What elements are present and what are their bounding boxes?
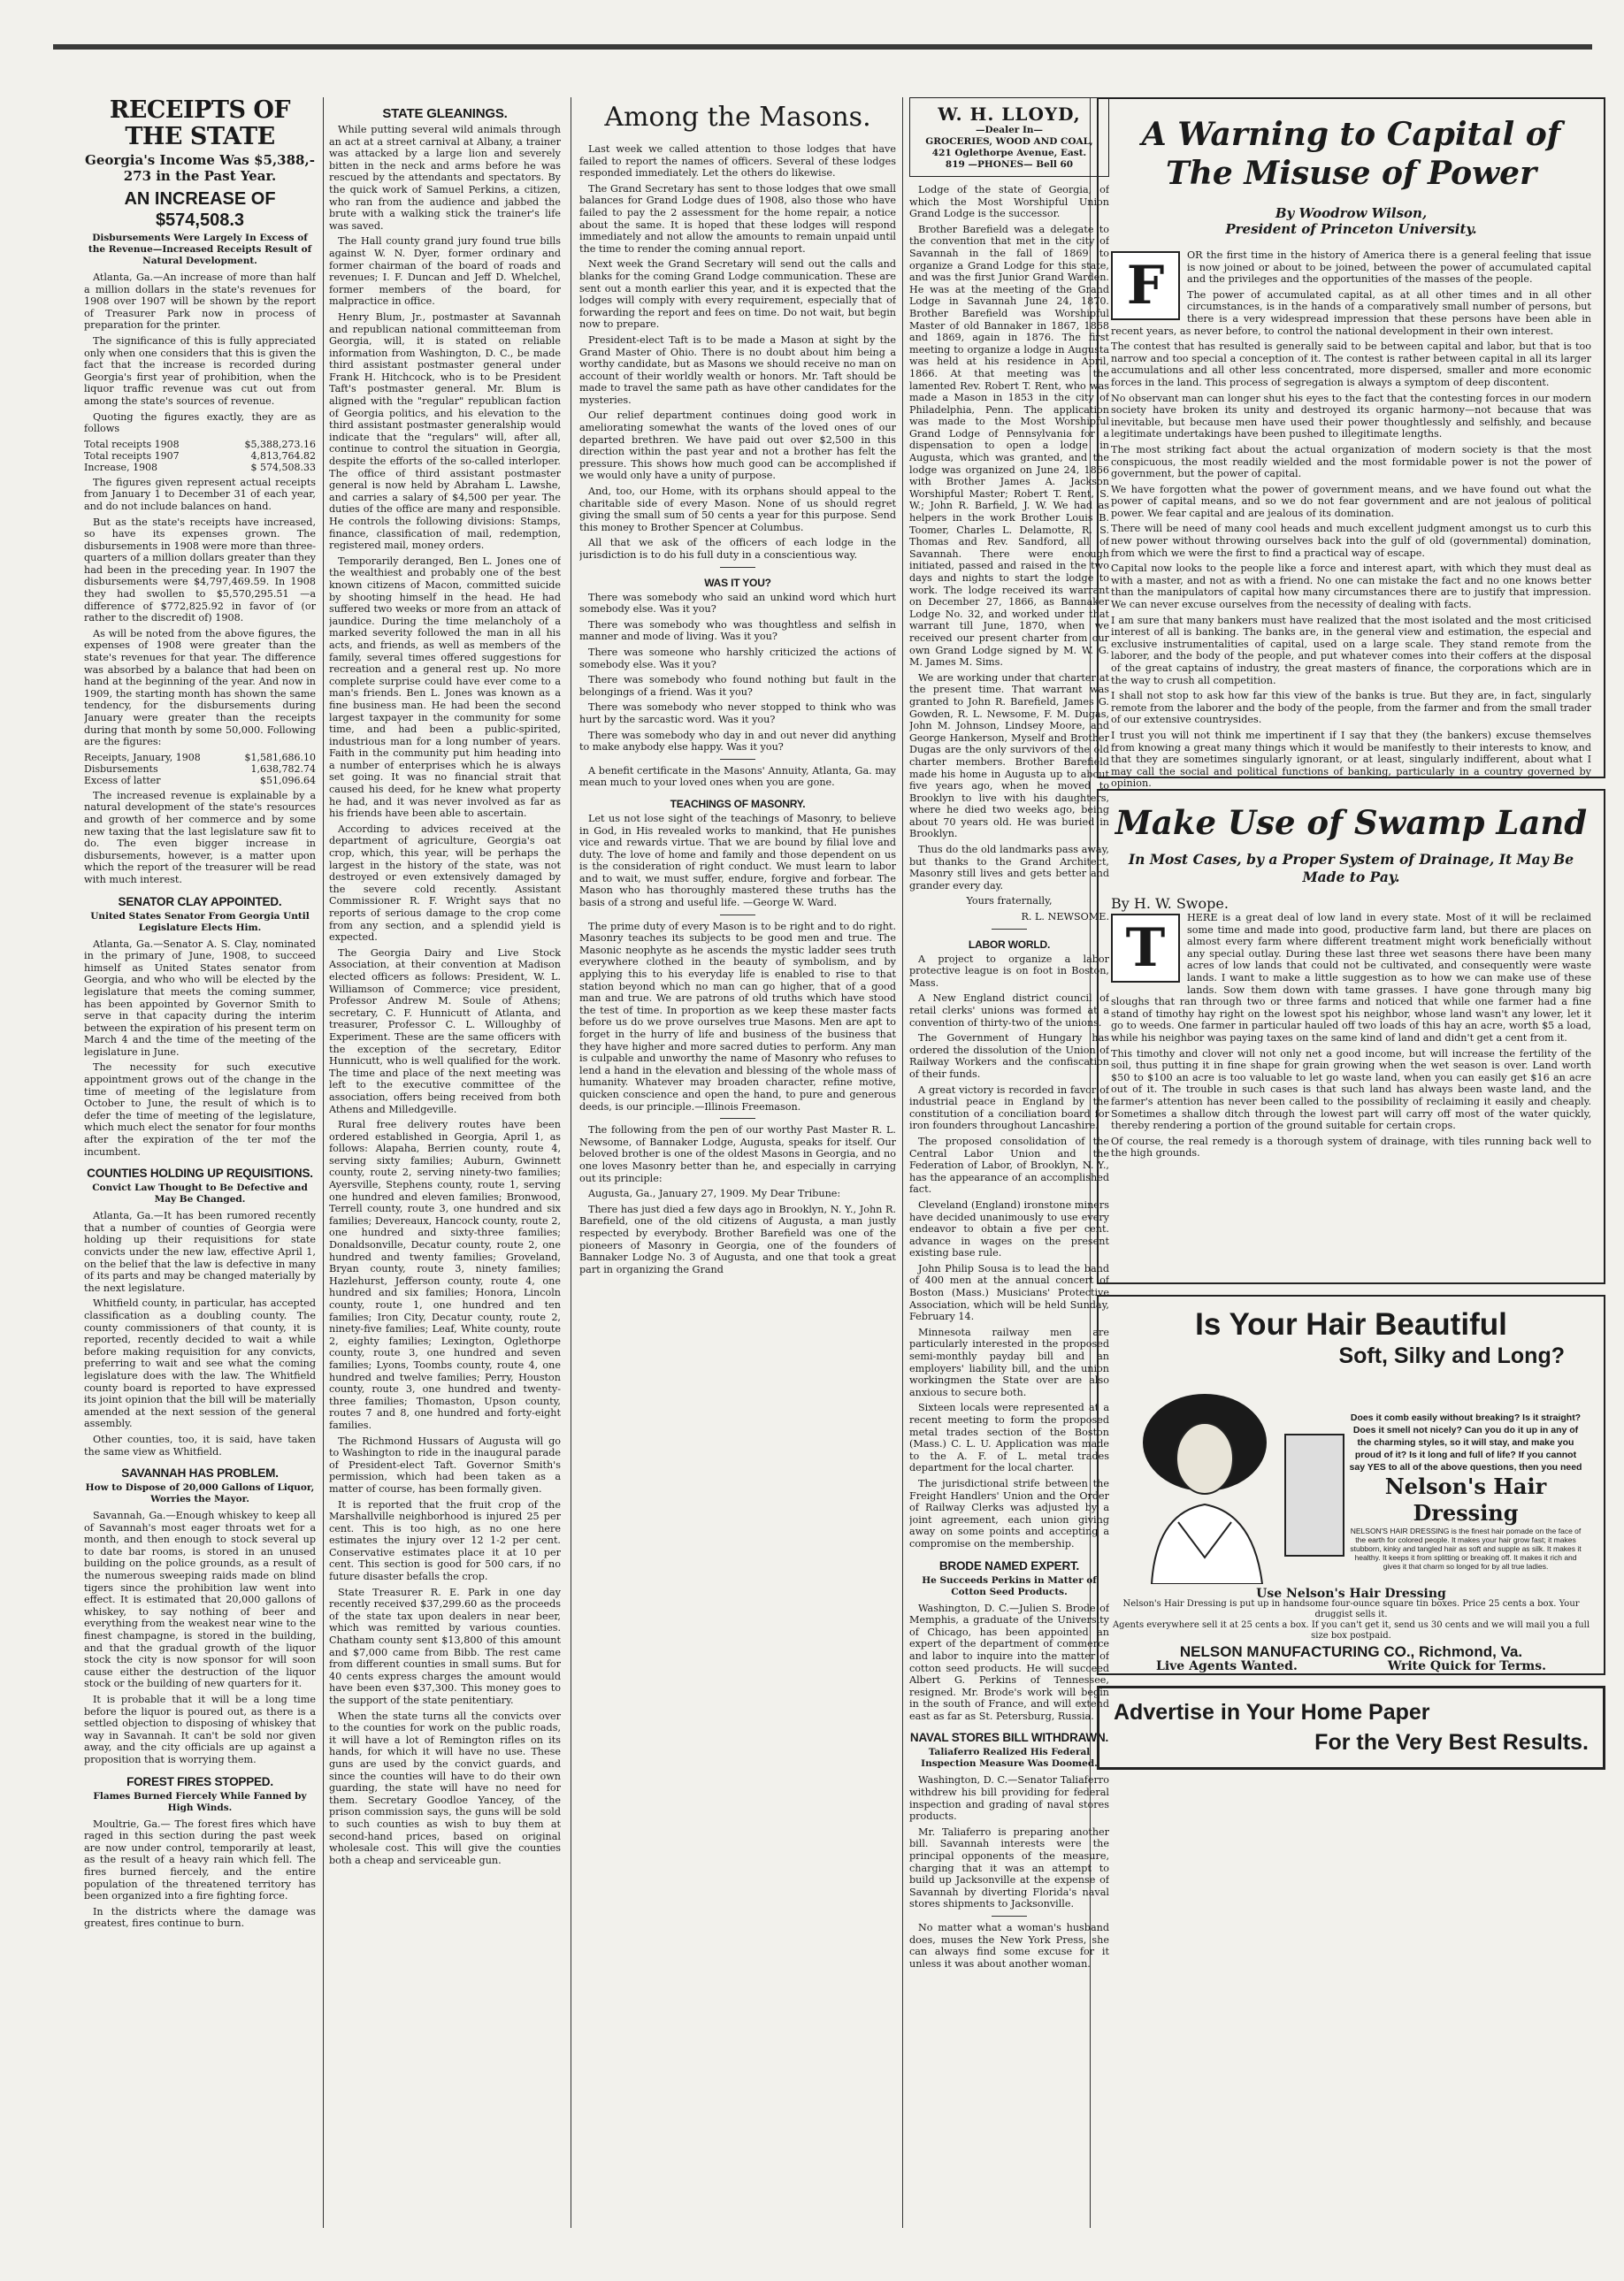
paragraph: The jurisdictional strife between the Freight Handlers' Union and the Order of Railway Clerks was adjusted by a joint agreement, each union giving away on some points and accepting a compromise on the membership. bbox=[909, 1477, 1109, 1550]
paragraph: Last week we called attention to those lodges that have failed to report the names of officers. Several of these lodges responded immediately. Let the others do likewise. bbox=[579, 143, 896, 180]
paragraph: Thus do the old landmarks pass away, but thanks to the Grand Architect, Masonry still lives and gets better and grander every day. bbox=[909, 844, 1109, 892]
headline-state-gleanings: STATE GLEANINGS. bbox=[382, 106, 508, 121]
paragraph: The Richmond Hussars of Augusta will go to Washington to ride in the inaugural parade of President-elect Taft. Governor Smith's permission, which had been taken as a matter of course, has been formally given. bbox=[329, 1435, 561, 1495]
warning-article-box bbox=[1097, 97, 1605, 790]
paragraph: The contest that has resulted is generally said to be between capital and labor, but that is too narrow and too special a conception of it. The contest is rather between capital in all its larger accumulations and all other less concentrated, more dispersed, smaller and more economic forces in the land. This process of segregation is always a symptom of deep discontent. bbox=[1111, 341, 1591, 388]
paragraph: There was somebody who day in and out never did anything to make anybody else happy. Was it you? bbox=[579, 729, 896, 754]
paragraph: Lodge of the state of Georgia, of which the Most Worshipful Union Grand Lodge is the successor. bbox=[909, 184, 1109, 220]
paragraph: The Government of Hungary has ordered the dissolution of the Union of Railway Workers and the confiscation of their funds. bbox=[909, 1032, 1109, 1080]
paragraph: The significance of this is fully appreciated only when one considers that this is given the fact that the increase is recorded during Georgia's first year of prohibition, when the liquor traffic revenue was cut out from among the state's sources of revenue. bbox=[84, 334, 316, 407]
hair-company: NELSON MANUFACTURING CO., Richmond, Va. bbox=[1179, 1643, 1523, 1660]
paragraph: Sixteen locals were represented at a recent meeting to form the proposed metal trades section of the Boston (Mass.) C. L. U. Application was made to the A. F. of L. metal trades department for the local charter. bbox=[909, 1402, 1109, 1474]
column-rule bbox=[902, 97, 903, 2228]
hair-brand: Nelson's Hair Dressing bbox=[1384, 1473, 1547, 1526]
drop-cap: F bbox=[1111, 251, 1180, 320]
column-2 bbox=[329, 97, 561, 2228]
paragraph: Temporarily deranged, Ben L. Jones one of the wealthiest and probably one of the best known citizens of Macon, committed suicide by shooting himself in the head. He had suffered two weeks or more from an attack of jaundice. During the time melancholy of a marked severity followed the man in all his acts, and friends, as well as members of the family, several times offered suggestions for recreation and a general rest up. No more complete surprise could have ever come to a man's friends. Ben L. Jones was known as a fine business man. He had been the second largest taxpayer in the community for some time, and had been a public-spirited, industrious man for a long number of years. Faith in the community put him heading into a number of enterprises which he is always set going. It was no financial strait that caused his deed, for he knew what property he had, and it was never involved as far as his friends have been able to ascertain. bbox=[329, 555, 561, 820]
headline-receipts: RECEIPTS OF THE STATE bbox=[109, 97, 291, 150]
swamp-deck: In Most Cases, by a Proper System of Drainage, It May Be Made to Pay. bbox=[1128, 851, 1574, 885]
paragraph: The most striking fact about the actual organization of modern society is that the most conspicuous, the most readily wielded and the most formidable power is not the power of government, but the power of capital. bbox=[1111, 443, 1591, 480]
figure-label: Total receipts 1908 bbox=[84, 438, 180, 450]
paragraph: We are working under that charter at the present time. That warrant was granted to John R. Barefield, James G. Gowden, R. L. Newsome, F. M. Dugas, John M. Johnson, Lindsey Moore, and George Hankerson, Myself and Brother Dugas are the only survivors of the old charter members. Brother Barefield made his home in Augusta up to about five years ago, when he moved to Brooklyn to live with his daughters, where he died two weeks ago, being about 70 years old. He was buried in Brooklyn. bbox=[909, 671, 1109, 840]
figure-value: $1,581,686.10 bbox=[244, 751, 316, 763]
deck-counties: Convict Law Thought to Be Defective and May Be Changed. bbox=[92, 1183, 308, 1206]
paragraph: John Philip Sousa is to lead the band of 400 men at the annual concert of Boston (Mass.) Musicians' Protective Association, which will be held Sunday, February 14. bbox=[909, 1262, 1109, 1323]
hair-write-quick: Write Quick for Terms. bbox=[1387, 1659, 1546, 1673]
hair-headline: Is Your Hair Beautiful bbox=[1195, 1307, 1507, 1342]
deck-income: Georgia's Income Was $5,388,- 273 in the Past Year. bbox=[85, 152, 315, 184]
figure-label: Excess of latter bbox=[84, 774, 161, 786]
paragraph: A project to organize a labor protective league is on foot in Boston, Mass. bbox=[909, 953, 1109, 989]
paragraph: The proposed consolidation of the Central Labor Union and the Federation of Labor, of Brooklyn, N. Y., has the appearance of an accomplished fact. bbox=[909, 1135, 1109, 1196]
column-4 bbox=[909, 97, 1109, 2228]
paragraph: According to advices received at the department of agriculture, Georgia's oat crop, which, this year, will be perhaps the largest in the history of the state, was not destroyed or even extensively damaged by the severe cold recently. Assistant Commissioner R. F. Wright says that no reports of serious damage to the crop come from any section, and a splendid yield is expected. bbox=[329, 823, 561, 944]
column-rule bbox=[323, 97, 324, 2228]
paragraph: And, too, our Home, with its orphans should appeal to the charitable side of every Mason. None of us should regret giving the small sum of 50 cents a year for this purpose. Send this money to Brother Spencer at Columbus. bbox=[579, 486, 896, 533]
hair-use-line: Use Nelson's Hair Dressing bbox=[1256, 1587, 1446, 1601]
column-1 bbox=[84, 97, 316, 2228]
headline-savannah: SAVANNAH HAS PROBLEM. bbox=[121, 1466, 279, 1481]
paragraph: There was somebody who was thoughtless and selfish in manner and mode of living. Was it you? bbox=[579, 618, 896, 643]
product-tin-icon bbox=[1284, 1434, 1344, 1557]
paragraph: As will be noted from the above figures, the expenses of 1908 were greater than the state's revenues for that year. The difference was absorbed by a balance that had been on hand at the beginning of the year. And now in 1909, the starting month has shown the same tendency, for the disbursements during January were greater than the receipts during that month by some 50,000. Following are the figures: bbox=[84, 627, 316, 748]
hair-questions: Does it comb easily without breaking? Is it straight? Does it smell not nicely? Can you do it up in any of the charming styles, so it will stay, and make you proud of it? Is it long and full of life? If you cannot say YES to all of the above questions, then you need bbox=[1349, 1412, 1582, 1473]
paragraph: President-elect Taft is to be made a Mason at sight by the Grand Master of Ohio. There is no doubt about him being a worthy candidate, but as Masons we should receive no man on account of their worldly wealth or honors. Mr. Taft should be made to travel the same path as have other candidates for the mysteries. bbox=[579, 333, 896, 406]
deck-senator: United States Senator From Georgia Until Legislature Elects Him. bbox=[90, 910, 310, 933]
paragraph: A great victory is recorded in favor of industrial peace in England by the constitution of a conciliation board for iron founders throughout Lancashire. bbox=[909, 1083, 1109, 1132]
paragraph: We have forgotten what the power of government means, and we have found out what the power of capital means, and so we do not fear government and are not jealous of political power. We fear capital and are jealous of its domination. bbox=[1111, 483, 1591, 519]
column-5 bbox=[1097, 97, 1605, 2228]
paragraph: In the districts where the damage was greatest, fires continue to burn. bbox=[84, 1905, 316, 1930]
paragraph: No matter what a woman's husband does, muses the New York Press, she can always find some excuse for it unless it was about another woman. bbox=[909, 1922, 1109, 1970]
swamp-title: Make Use of Swamp Land bbox=[1115, 803, 1588, 842]
figure-value: $5,388,273.16 bbox=[244, 438, 316, 450]
paragraph: A New England district council of retail clerks' unions was formed at a convention of thirty-two of the unions. bbox=[909, 992, 1109, 1029]
ad-line: 819 —PHONES— Bell 60 bbox=[945, 159, 1074, 170]
divider bbox=[992, 1916, 1027, 1917]
paragraph: The following from the pen of our worthy Past Master R. L. Newsome, of Bannaker Lodge, Augusta, speaks for itself. Our beloved brother is one of the oldest Masons in Georgia, and no one loves Masonry better than he, and especially in carrying out its principle: bbox=[579, 1124, 896, 1184]
paragraph: The Hall county grand jury found true bills against W. N. Dyer, former ordinary and former chairman of the board of roads and revenues; I. F. Duncan and Jeff D. Whelchel, former members of the board, for malpractice in office. bbox=[329, 235, 561, 308]
figure-value: 4,813,764.82 bbox=[250, 449, 316, 462]
hair-subheadline: Soft, Silky and Long? bbox=[1338, 1343, 1565, 1368]
paragraph: Atlanta, Ga.—It has been rumored recently that a number of counties of Georgia were holding up their requisitions for state convicts under the new law, effective April 1, on the belief that the law is defective in many of its parts and may be changed materially by the next legislature. bbox=[84, 1210, 316, 1294]
paragraph: All that we ask of the officers of each lodge in the jurisdiction is to do his full duty in a conscientious way. bbox=[579, 537, 896, 561]
paragraph: This timothy and clover will not only net a good income, but will increase the fertility of the soil, thus putting it in fine shape for grain growing when the wet season is over. Land worth $50 to $100 an acre is too valuable to let go waste land, when you can easily get $16 an acre out of it. The trouble in such cases is that such land has always been waste land, and the farmer's attention has never been called to the possibility of reclaiming it easily and cheaply. Sometimes a shallow ditch through the lowest part will carry off most of the water quickly, thereby rendering a portion of the ground suitable for certain crops. bbox=[1111, 1047, 1591, 1132]
paragraph: The power of accumulated capital, as at all other times and in all other circumstances, is in the hands of a comparatively small number of persons, but there is a very widespread impression that these persons have been able in recent years, as never before, to control the national development in their own interest. bbox=[1111, 288, 1591, 337]
paragraph: I shall not stop to ask how far this view of the banks is true. But they are, in fact, singularly remote from the laborer and the body of the people, from the farmer and from the small trader of our extensive countrysides. bbox=[1111, 690, 1591, 726]
hair-packaging: Nelson's Hair Dressing is put up in handsome four-ounce square tin boxes. Price 25 cents a box. Your druggist sells it. bbox=[1122, 1599, 1580, 1619]
paragraph: There was someone who harshly criticized the actions of somebody else. Was it you? bbox=[579, 646, 896, 670]
deck-disbursements: Disbursements Were Largely In Excess of the Revenue—Increased Receipts Result of Natural Development. bbox=[88, 233, 312, 266]
paragraph: Washington, D. C.—Senator Taliaferro withdrew his bill providing for federal inspection and grading of naval stores products. bbox=[909, 1774, 1109, 1823]
paragraph: Of course, the real remedy is a thorough system of drainage, with tiles running back well to the high grounds. bbox=[1111, 1135, 1591, 1160]
byline: By Woodrow Wilson, bbox=[1275, 205, 1428, 221]
figure-value: 1,638,782.74 bbox=[250, 762, 316, 775]
figure-label: Increase, 1908 bbox=[84, 461, 158, 473]
receipts-table bbox=[84, 439, 316, 473]
paragraph: The Grand Secretary has sent to those lodges that owe small balances for Grand Lodge dues of 1908, also those who have failed to pay the 2 assessment for the home repair, a notice about the same. It is hoped that these lodges will respond immediately and not allow the amounts to remain unpaid until the time to render the coming annual report. bbox=[579, 182, 896, 255]
headline-brode: BRODE NAMED EXPERT. bbox=[938, 1558, 1080, 1573]
january-table bbox=[84, 752, 316, 786]
hair-agents: Agents everywhere sell it at 25 cents a box. If you can't get it, send us 30 cents and we will mail you a full size box postpaid. bbox=[1112, 1620, 1590, 1641]
paragraph: It is probable that it will be a long time before the liquor is poured out, as there is a settled objection to disposing of whiskey that way in Savannah. It can't be sold nor given away, and the city officials are up against a proposition that is worrying them. bbox=[84, 1694, 316, 1765]
paragraph: Moultrie, Ga.— The forest fires which have raged in this section during the past week are now under control, temporarily at least, as the result of a heavy rain which fell. The fires burned fiercely, and the entire population of the threatened territory has been organized into a fire fighting force. bbox=[84, 1818, 316, 1902]
headline-senator: SENATOR CLAY APPOINTED. bbox=[118, 894, 282, 908]
paragraph: Atlanta, Ga.—Senator A. S. Clay, nominated in the primary of June, 1908, to succeed himself as United States senator from Georgia, and who who will be elected by the legislature that meets the coming summer, has been appointed by Governor Smith to serve in that capacity during the interim between the expiration of his present term on March 4 and the time of the meeting of the legislature in June. bbox=[84, 938, 316, 1058]
paragraph: Augusta, Ga., January 27, 1909. My Dear Tribune: bbox=[588, 1188, 841, 1200]
home-paper-line-1: Advertise in Your Home Paper bbox=[1114, 1700, 1430, 1725]
headline-teachings: TEACHINGS OF MASONRY. bbox=[670, 797, 806, 810]
figure-label: Total receipts 1907 bbox=[84, 449, 180, 462]
deck-brode: He Succeeds Perkins in Matter of Cotton Seed Products. bbox=[922, 1574, 1097, 1597]
column-3 bbox=[579, 97, 896, 2228]
ad-line: —Dealer In— bbox=[976, 125, 1043, 135]
paragraph: The prime duty of every Mason is to be right and to do right. Masonry teaches its subjects to be good men and true. The Masonic neophyte as he ascends the mystic ladder sees truth everywhere clothed in the beauty of symbolism, and by applying this to his everyday life is enabled to rise to that station beyond which no man can go higher, that of a good man and true. We are patrons of old truths which have stood the test of time. In proportion as we keep these master facts before us do we prove ourselves true Masons. Men are apt to forget in the hurry of life and business of the business that they have higher and more sacred duties to perform. Any man is culpable and unworthy the name of Masonry who refuses to lend a hand in the elevation and blessing of the whole mass of humanity. Whatever may broaden character, refine motive, quicken conscience and open the hand, to pure and generous deeds, is our principle.—Illinois Freemason. bbox=[579, 920, 896, 1113]
paragraph: Minnesota railway men are particularly interested in the proposed semi-monthly payday bill and an employers' liability bill, and the union workingmen the State over are also anxious to secure both. bbox=[909, 1326, 1109, 1398]
paragraph: While putting several wild animals through an act at a street carnival at Albany, a trainer was attacked by a large lion and severely bitten in the neck and arms before he was rescued by the attendants and spectators. By the quick work of Samuel Perkins, a citizen, who ran from the audience and jabbed the brute with a walking stick the trainer's life was saved. bbox=[329, 124, 561, 232]
figure-value: $ 574,508.33 bbox=[250, 461, 316, 473]
figure-label: Receipts, January, 1908 bbox=[84, 751, 201, 763]
paragraph: Washington, D. C.—Julien S. Brode of Memphis, a graduate of the University of Chicago, has been appointed an expert of the department of commerce and labor to inquire into the matter of cotton seed products. He will succeed Albert G. Perkins of Tennessee, resigned. Mr. Brode's work will begin in the south of France, and will extend east as far as St. Petersburg, Russia. bbox=[909, 1602, 1109, 1722]
deck-forest: Flames Burned Fiercely While Fanned by High Winds. bbox=[93, 1790, 307, 1813]
drop-cap: T bbox=[1111, 914, 1180, 983]
paragraph: HERE is a great deal of low land in every state. Most of it will be reclaimed some time and made into good, productive farm land, but there are places on almost every farm where different treatment might work beneficially without any special outlay. During these last three wet seasons there have been many acres of low lands that could not be cultivated, and consequently were waste lands. I want to make a little suggestion as to how we can make use of these lands. Sow them down with tame grasses. I have gone through many big sloughs that ran through two or three farms and noticed that while one farmer had a fine stand of timothy hay right on the lowest spot his neighbor, whose land wasn't any lower, let it go to weeds. One farmer in particular hauled off two loads of this hay an acre, worth $5 a load, while his neighbor was paying taxes on the same kind of land and didn't get a cent from it. bbox=[1111, 912, 1591, 1044]
top-rule bbox=[53, 44, 1592, 50]
headline-was-it-you: WAS IT YOU? bbox=[704, 576, 771, 589]
paragraph: I am sure that many bankers must have realized that the most isolated and the most criticised interest of all is banking. The banks are, in the general view and estimation, the especial and exclusive instrumentalities of capital, used on a large scale. They stand remote from the laborer, and the body of the people, and put whatever comes into their coffers at the disposal of the great captains of industry, the great masters of finance, the corporations which are in the way to crush all competition. bbox=[1111, 614, 1591, 686]
home-paper-ad bbox=[1097, 1686, 1605, 1770]
paragraph: Quoting the figures exactly, they are as follows bbox=[84, 410, 316, 435]
paragraph: Whitfield county, in particular, has accepted classification as a doubling county. The county commissioners of that county, it is reported, recently decided to wait a while before making requisition for any convicts, preferring to wait and see what the coming legislature does with the law. The Whitfield county board is reported to have expressed its joint opinion that the bill will be materially amended at the next session of the general assembly. bbox=[84, 1297, 316, 1430]
signature: R. L. NEWSOME. bbox=[1021, 911, 1109, 923]
swamp-article-box bbox=[1097, 789, 1605, 1284]
paragraph: No observant man can longer shut his eyes to the fact that the contesting forces in our modern society have broken its unity and destroyed its organic harmony—not because that was inevitable, but because men have used their power thoughtlessly and selfishly, and because legitimate undertakings have been pushed to illegitimate lengths. bbox=[1111, 392, 1591, 440]
headline-naval-stores: NAVAL STORES BILL WITHDRAWN. bbox=[909, 1731, 1109, 1745]
paragraph: There was somebody who said an unkind word which hurt somebody else. Was it you? bbox=[579, 591, 896, 616]
paragraph: OR the first time in the history of America there is a general feeling that issue is now joined or about to be joined, between the power of accumulated capital and the privileges and the opportunities of the masses of the people. bbox=[1187, 249, 1591, 286]
hair-copy bbox=[1346, 1412, 1585, 1571]
paragraph: Brother Barefield was a delegate to the convention that met in the city of Savannah in the fall of 1869 to organize a Grand Lodge for this state, and was the first Junior Grand Warden. He was at the meeting of the Grand Lodge in Savannah June 24, 1870. Brother Barefield was Worshipful Master of old Bannaker in 1867, 1868 and 1869, again in 1876. The first meeting to organize a lodge in Augusta was held at his residence in April, 1866. At that meeting was the lamented Rev. Robert T. Rent, who was made a Mason in 1853 in the city of Philadelphia, Penn. The application was made to the Most Worshipful Grand Lodge of Pennsylvania for a dispensation to open a lodge in Augusta, which was granted, and the lodge was organized on June 24, 1866 with Brother James A. Jackson Worshipful Master; Robert T. Rent, S. W.; John R. Barfield, J. W. We had as helpers in the work Brother Louis B. Toomer, Charles L. Delamotte, R. S. Thomas and Rev. Sandford, all of Savannah. There were enough initiated, passed and raised in the two days and nights to start the lodge to work. The lodge received its warrant on December 27, 1866, as Bannaker Lodge No. 32, and worked under that warrant till June, 1870, when we received our present charter from our own Grand Lodge signed by M. W. G. M. James M. Sims. bbox=[909, 223, 1109, 669]
hair-description: NELSON'S HAIR DRESSING is the finest hair pomade on the face of the earth for colored people. It makes your hair grow fast; it makes stubborn, kinky and tangled hair as soft and supple as silk. It makes it healthy. It keeps it from splitting or breaking off. It makes it rich and gives it that charm so longed for by all true ladies. bbox=[1350, 1527, 1582, 1571]
headline-forest: FOREST FIRES STOPPED. bbox=[126, 1774, 273, 1788]
paragraph: Let us not lose sight of the teachings of Masonry, to believe in God, in His revealed works to mankind, that He punishes vice and rewards virtue. That we are bound by filial love and duty. The love of home and family and those dependent on us is the consideration of right conduct. We must learn to labor and to wait, we must suffer, endure, forgive and forbear. The Mason who has thoroughly mastered these truths has the basis of a strong and useful life. —George W. Ward. bbox=[579, 812, 896, 909]
headline-counties: COUNTIES HOLDING UP REQUISITIONS. bbox=[87, 1167, 313, 1181]
paragraph: The necessity for such executive appointment grows out of the change in the time of meeting of the legislature from October to June, the result of which is to defer the time of meeting of the legislature, which much elect the senator for four months after the expiration of the ter mof the incumbent. bbox=[84, 1061, 316, 1158]
paragraph: Next week the Grand Secretary will send out the calls and blanks for the coming Grand Lodge communication. These are sent out a month earlier this year, and it is expected that the lodges will comply with every requirement, especially that of forwarding the report and fees on time. Do not wait, but begin now to prepare. bbox=[579, 258, 896, 331]
divider bbox=[992, 929, 1027, 930]
paragraph: Other counties, too, it is said, have taken the same view as Whitfield. bbox=[84, 1433, 316, 1458]
paragraph: A benefit certificate in the Masons' Annuity, Atlanta, Ga. may mean much to your loved ones when you are gone. bbox=[579, 764, 896, 789]
headline-masons: Among the Masons. bbox=[604, 102, 871, 133]
paragraph: The figures given represent actual receipts from January 1 to December 31 of each year, and do not include balances on hand. bbox=[84, 476, 316, 512]
paragraph: Mr. Taliaferro is preparing another bill. Savannah interests were the principal opponents of the measure, charging that it was an attempt to build up Jacksonville at the expense of Savannah by diverting Florida's naval stores shipments to Jacksonville. bbox=[909, 1826, 1109, 1910]
hair-footer bbox=[1111, 1588, 1591, 1672]
paragraph: Henry Blum, Jr., postmaster at Savannah and republican national committeeman from Georgia, will, it is stated on reliable information from Washington, D. C., be made third assistant postmaster general under Frank H. Hitchcock, who is to be President Taft's postmaster general. Mr. Blum is aligned with the "regular" republican faction of Georgia politics, and his elevation to the third assistant postmaster generalship would indicate that the "regulars" will, after all, continue to control the situation in Georgia, despite the efforts of the so-called interloper. The office of third assistant postmaster general is now held by Abraham L. Lawshe, and carries a salary of $4,500 per year. The duties of the office are many and responsible. He controls the following divisions: Stamps, finance, classification of mail, redemption, registered mail, money orders. bbox=[329, 310, 561, 552]
home-paper-line-2: For the Very Best Results. bbox=[1314, 1730, 1589, 1755]
woman-portrait-icon bbox=[1116, 1381, 1293, 1584]
divider bbox=[720, 1118, 755, 1119]
figure-label: Disbursements bbox=[84, 762, 158, 775]
paragraph: Savannah, Ga.—Enough whiskey to keep all of Savannah's most eager throats wet for a month, and then enough to stock several up to date bar rooms, is stored in an unused building on the police grounds, as a result of the numerous sweeping raids made on blind tigers since the prohibition law went into effect. It is estimated that 20,000 gallons of whiskey, to say nothing of beer and everything from the weakest near wine to the finest champagne, is stored in the building, and that the gradual growth of the liquor stock the city is now sponsor for will soon cause either the destruction of the liquor stock or the building of new quarters for it. bbox=[84, 1510, 316, 1690]
paragraph: The Georgia Dairy and Live Stock Association, at their convention at Madison elected officers as follows: President, W. L. Williamson of Commerce; vice president, Professor Andrew M. Soule of Athens; secretary, C. F. Hunnicutt of Atlanta, and treasurer, Professor C. L. Willoughby of Experiment. These are the same officers with the exception of the secretary, Editor Hunnicutt, who is well qualified for the work. The time and place of the next meeting was left to the executive committee of the association, offers being received from both Athens and Milledgeville. bbox=[329, 946, 561, 1115]
lloyd-advertisement bbox=[909, 97, 1109, 177]
deck-savannah: How to Dispose of 20,000 Gallons of Liquor, Worries the Mayor. bbox=[85, 1482, 315, 1505]
headline-increase: AN INCREASE OF $574,508.3 bbox=[124, 189, 276, 230]
hair-dressing-ad bbox=[1097, 1295, 1605, 1675]
closing: Yours fraternally, bbox=[966, 895, 1053, 907]
paragraph: There was somebody who found nothing but fault in the belongings of a friend. Was it you? bbox=[579, 674, 896, 698]
paragraph: Our relief department continues doing good work in ameliorating somewhat the wants of the loved ones of our departed brethren. We have paid out over $2,500 in this direction within the past year and not a brother has felt the pressure. This shows how much good can be accomplished if we would only have a unity of purpose. bbox=[579, 410, 896, 482]
headline-labor-world: LABOR WORLD. bbox=[968, 938, 1051, 951]
paragraph: It is reported that the fruit crop of the Marshallville neighborhood is injured 25 per cent. This is too high, as no one here estimates the injury over 12 1-2 per cent. Conservative estimates place it at 10 per cent. This section is good for 500 cars, if no future disaster befalls the crop. bbox=[329, 1498, 561, 1583]
paragraph: Capital now looks to the people like a force and interest apart, with which they must deal as with a master, and not as with a friend. No one can mistake the fact and no one knows better than the manipulators of capital how many circumstances there are to justify that impression. We can never excuse ourselves from the necessity of dealing with facts. bbox=[1111, 563, 1591, 611]
figure-value: $51,096.64 bbox=[260, 774, 316, 786]
divider bbox=[720, 759, 755, 760]
byline: By H. W. Swope. bbox=[1111, 895, 1229, 912]
paragraph: When the state turns all the convicts over to the counties for work on the public roads, it will have a lot of Remington rifles on its hands, for which it will have no use. These guns are used by the convict guards, and since the counties will have to do their own guarding, the state will have no need for them. Secretary Goodloe Yancey, of the prison commission says, the guns will be sold to such counties as wish to buy them at second-hand prices, based on original wholesale cost. This will give the counties both a cheap and serviceable gun. bbox=[329, 1710, 561, 1866]
paragraph: But as the state's receipts have increased, so have its expenses grown. The disbursements in 1908 were more than three-quarters of a million dollars greater than they had been in the preceding year. In 1907 the disbursements were $4,797,469.59. In 1908 they had swollen to $5,570,295.51 —a difference of $772,825.92 in favor of (or rather to the discredit of) 1908. bbox=[84, 516, 316, 624]
hair-live-agents: Live Agents Wanted. bbox=[1156, 1659, 1298, 1673]
paragraph: There will be need of many cool heads and much excellent judgment amongst us to curb this new power without throwing ourselves back into the gulf of old (governmental) domination, from which we were the first to find a practical way of escape. bbox=[1111, 523, 1591, 559]
paragraph: I trust you will not think me impertinent if I say that they (the bankers) excuse themselves from knowing a great many things which it would be manifestly to their interests to know, and that they are sometimes singularly ignorant, or at least, singularly indifferent, about what I may call the social and political functions of banking, particularly in a country governed by opinion. bbox=[1111, 729, 1591, 790]
ad-line: GROCERIES, WOOD AND COAL, bbox=[925, 136, 1093, 147]
paragraph: Atlanta, Ga.—An increase of more than half a million dollars in the state's revenues for 1908 over 1907 will be shown by the report of Treasurer Park now in process of preparation for the printer. bbox=[84, 272, 316, 332]
paragraph: Rural free delivery routes have been ordered established in Georgia, April 1, as follows: Alapaha, Berrien county, route 4, serving sixty families; Auburn, Gwinnett county, route 2, serving ninety-two families; Ayersville, Stephens county, route 1, serving one hundred and eleven families; Bronwood, Terrell county, route 3, one hundred and six families; Devereaux, Hancock county, route 2, one hundred and sixty-three families; Donaldsonville, Decatur county, route 2, one hundred and twenty families; Groveland, Bryan county, route 3, ninety families; Hazlehurst, Jefferson county, route 4, one hundred and six families; Honora, Lincoln county, route 1, one hundred and ten families; Iron City, Decatur county, route 2, ninety-five families; Leaf, White county, route 2, eighty families; Lexington, Oglethorpe county, route 3, one hundred and seven families; Lyons, Toombs county, route 4, one hundred and twelve families; Perry, Houston county, route 3, one hundred and twenty-three families; Thomaston, Upson county, routes 7 and 8, one hundred and forty-eight families. bbox=[329, 1119, 561, 1431]
advertiser-name: W. H. LLOYD, bbox=[938, 103, 1081, 125]
warning-title: A Warning to Capital of The Misuse of Power bbox=[1141, 116, 1561, 192]
paragraph: The increased revenue is explainable by a natural development of the state's resources and growth of her commerce and by some new taxing that the last legislature saw fit to do. The even bigger increase in disbursements, however, is a matter upon which the report of the treasurer will be read with much interest. bbox=[84, 789, 316, 885]
paragraph: There was somebody who never stopped to think who was hurt by the sarcastic word. Was it you? bbox=[579, 701, 896, 725]
byline-position: President of Princeton University. bbox=[1225, 221, 1477, 237]
divider bbox=[720, 567, 755, 568]
paragraph: There has just died a few days ago in Brooklyn, N. Y., John R. Barefield, one of the old citizens of Augusta, a man justly respected by everybody. Brother Barefield was one of the pioneers of Masonry in Georgia, one of the founders of Bannaker Lodge No. 3 of Augusta, and one that took a great part in organizing the Grand bbox=[579, 1203, 896, 1275]
paragraph: Cleveland (England) ironstone miners have decided unanimously to use every endeavor to obtain a five per cent. advance in wages on the present existing base rule. bbox=[909, 1198, 1109, 1259]
paragraph: State Treasurer R. E. Park in one day recently received $37,299.60 as the proceeds of the state tax upon dealers in near beer, which was remitted by various counties. Chatham county sent $13,800 of this amount and $7,000 came from Bibb. The rest came from different counties in small sums. But for 40 cents express charges the amount would have been even $37,300. This money goes to the support of the state penitentiary. bbox=[329, 1586, 561, 1706]
deck-naval-stores: Taliaferro Realized His Federal Inspection Measure Was Doomed. bbox=[921, 1747, 1098, 1770]
ad-line: 421 Oglethorpe Avenue, East. bbox=[931, 148, 1087, 158]
